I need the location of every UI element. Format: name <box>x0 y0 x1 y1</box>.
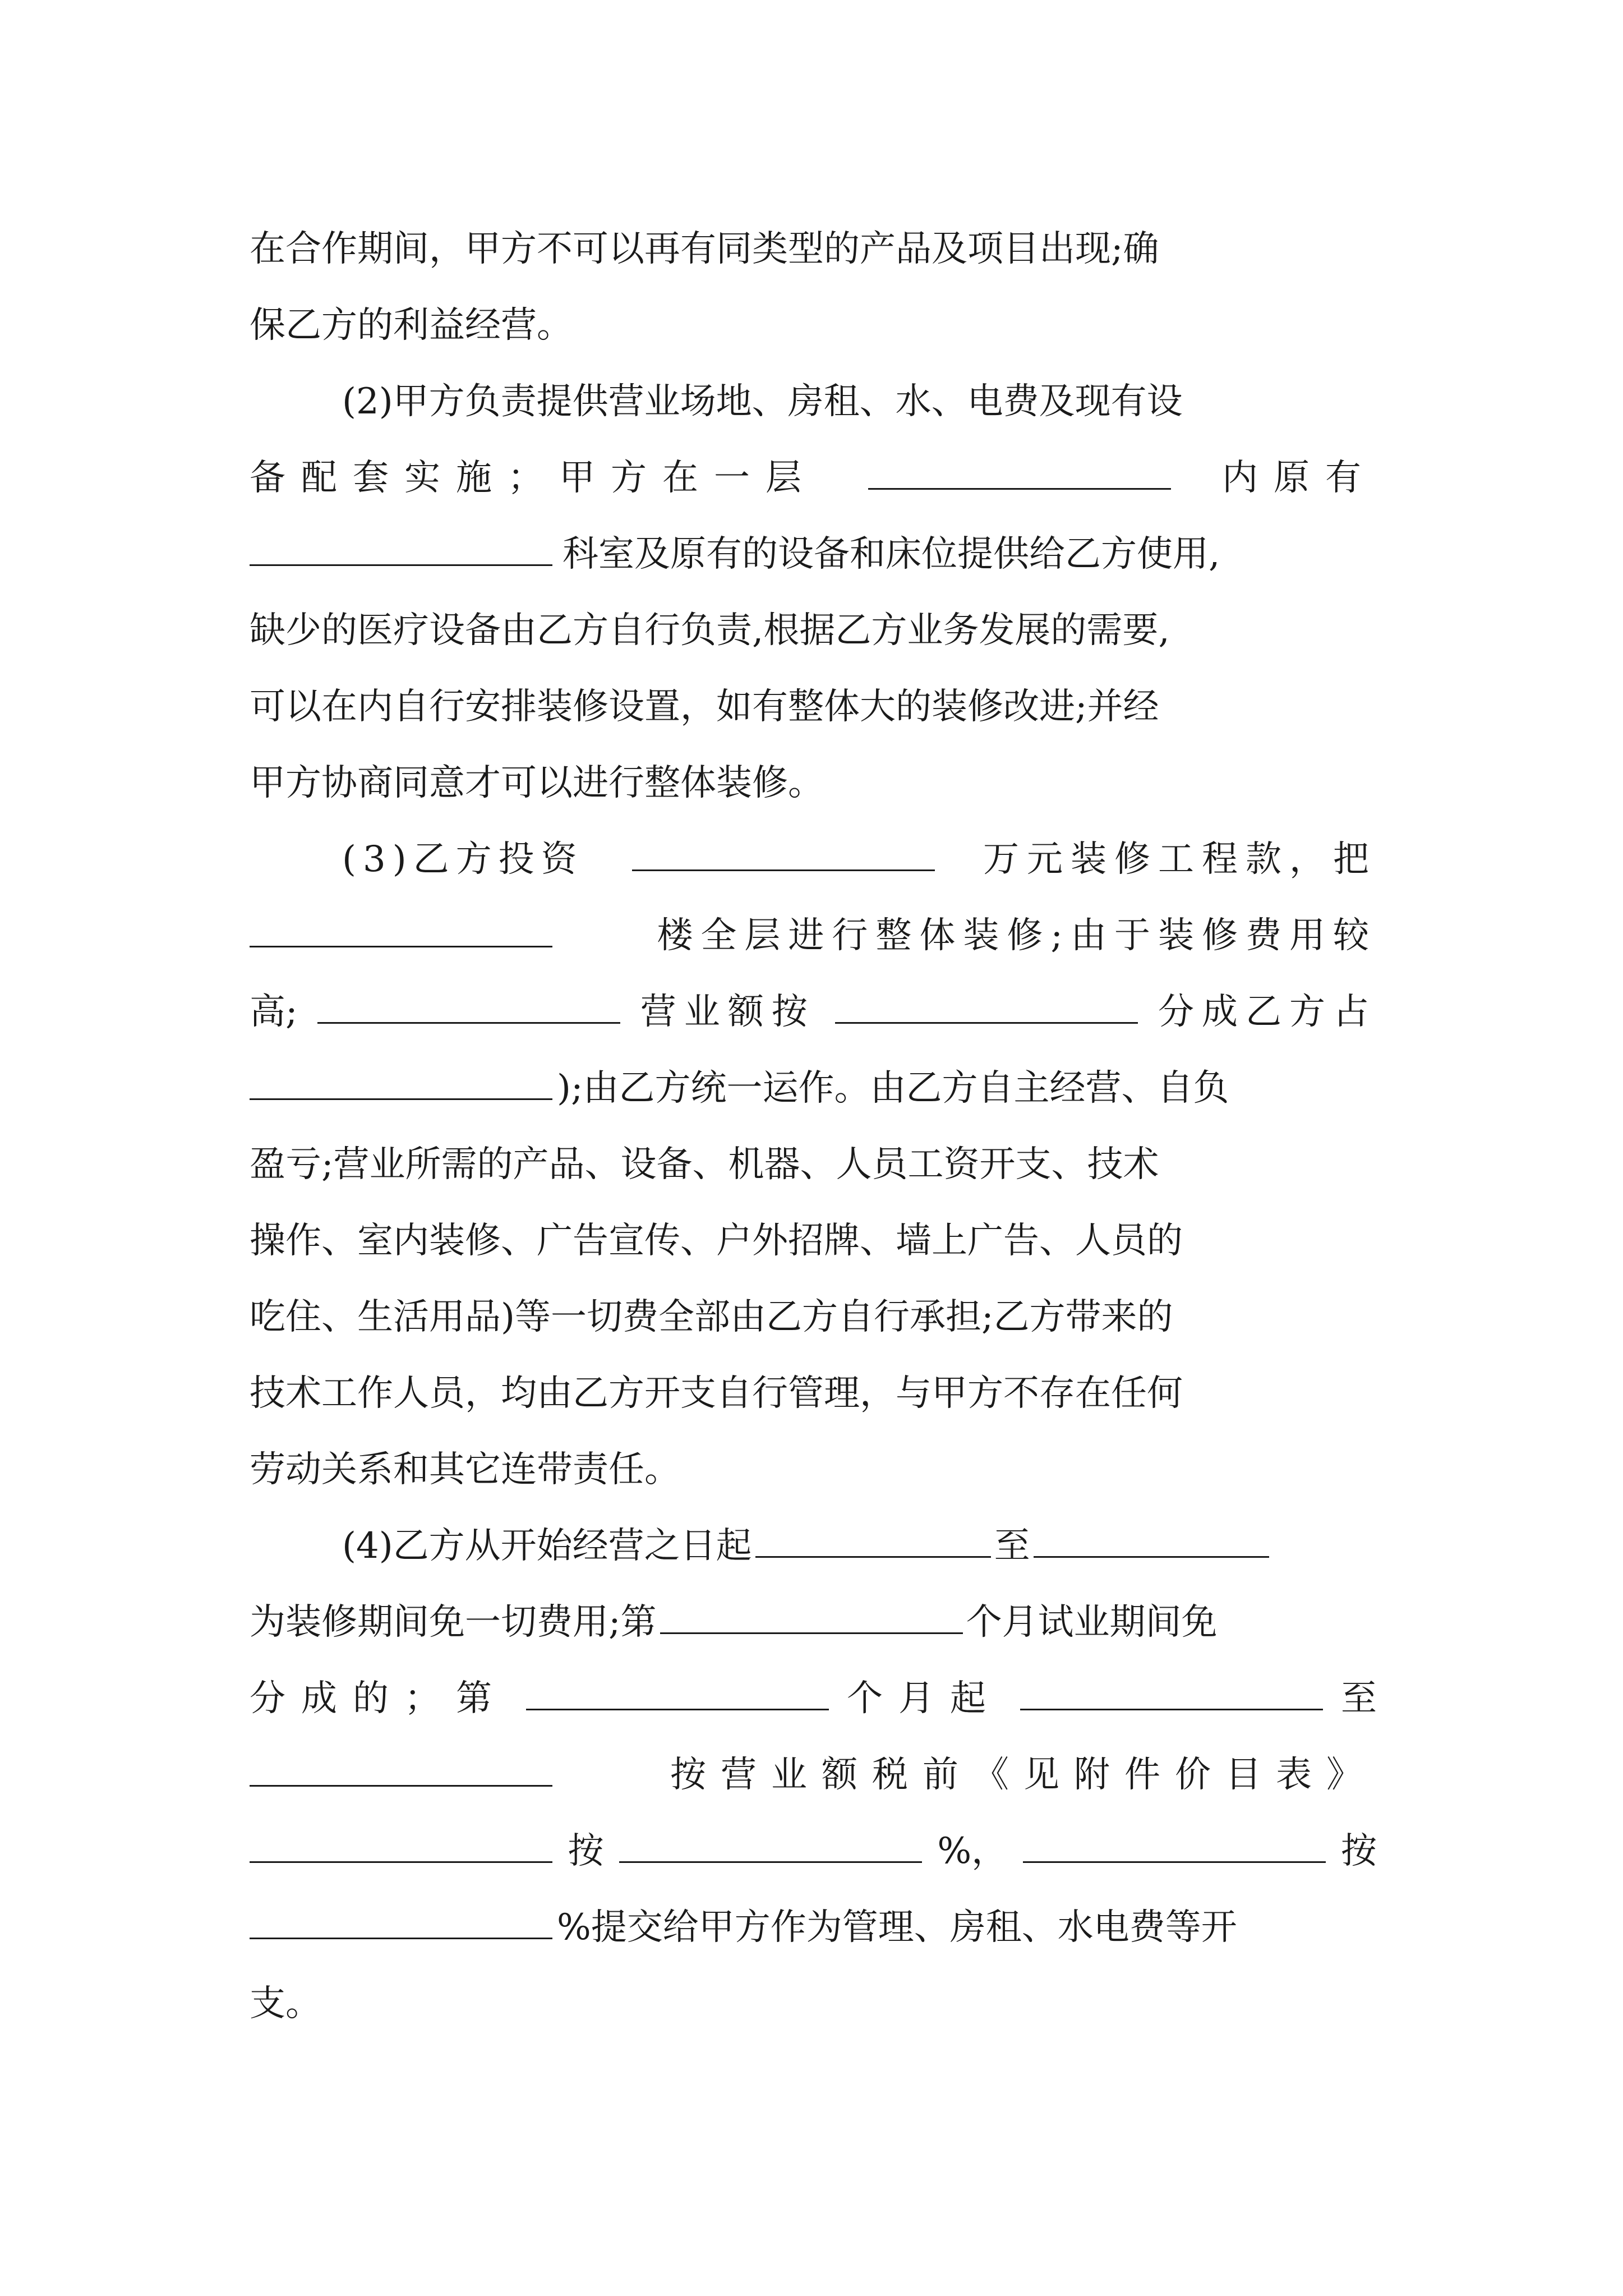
text-line <box>250 669 1377 745</box>
text: 至 <box>994 1525 1030 1567</box>
text: 至 <box>1341 1678 1377 1719</box>
text: (3)乙方投资 <box>342 839 584 880</box>
text: 技术工作人员，均由乙方开支自行管理，与甲方不存在任何 <box>250 1373 1183 1414</box>
fill-in-blank[interactable] <box>619 1828 922 1863</box>
text-line <box>250 1813 1377 1889</box>
text-line <box>250 1432 1377 1508</box>
text: 按 <box>1341 1830 1377 1872</box>
fill-in-blank[interactable] <box>250 531 552 566</box>
text: %， <box>937 1830 1008 1872</box>
text: 个月试业期间免 <box>966 1602 1218 1643</box>
text-line <box>250 516 1377 592</box>
text-line <box>250 1737 1377 1813</box>
text: 操作、室内装修、广告宣传、户外招牌、墙上广告、人员的 <box>250 1220 1183 1262</box>
text: 在合作期间，甲方不可以再有同类型的产品及项目出现;确 <box>250 228 1159 270</box>
text-line <box>250 1508 1377 1584</box>
text-line <box>250 1203 1377 1279</box>
fill-in-blank[interactable] <box>250 1904 552 1939</box>
text: 个月起 <box>847 1678 1002 1719</box>
text-line <box>250 898 1377 974</box>
text: %提交给甲方作为管理、房租、水电费等开 <box>557 1907 1237 1948</box>
text-line <box>250 1279 1377 1355</box>
fill-in-blank[interactable] <box>526 1675 829 1710</box>
text-line <box>250 1355 1377 1432</box>
text: (2)甲方负责提供营业场地、房租、水、电费及现有设 <box>342 381 1183 422</box>
text-line <box>250 1584 1377 1660</box>
fill-in-blank[interactable] <box>868 454 1171 490</box>
text-line <box>250 287 1377 364</box>
text: 缺少的医疗设备由乙方自行负责,根据乙方业务发展的需要, <box>250 610 1170 651</box>
text-line <box>250 821 1377 898</box>
text: 盈亏;营业所需的产品、设备、机器、人员工资开支、技术 <box>250 1144 1159 1185</box>
text-line <box>250 1889 1377 1966</box>
fill-in-blank[interactable] <box>250 1751 552 1787</box>
text: 甲方协商同意才可以进行整体装修。 <box>250 762 824 804</box>
fill-in-blank[interactable] <box>1020 1675 1323 1710</box>
text-line <box>250 745 1377 821</box>
text: 内原有 <box>1222 457 1377 499</box>
text: 分成乙方占 <box>1158 991 1377 1033</box>
fill-in-blank[interactable] <box>632 836 935 871</box>
text: (4)乙方从开始经营之日起 <box>342 1525 752 1567</box>
text: 备配套实施；甲方在一层 <box>250 457 817 499</box>
text-line <box>250 364 1377 440</box>
text: 分成的；第 <box>250 1678 508 1719</box>
contract-body <box>250 211 1377 2042</box>
fill-in-blank[interactable] <box>250 912 552 947</box>
text: 万元装修工程款，把 <box>983 839 1377 880</box>
text-line <box>250 1126 1377 1203</box>
fill-in-blank[interactable] <box>755 1522 991 1558</box>
fill-in-blank[interactable] <box>317 988 620 1024</box>
fill-in-blank[interactable] <box>835 988 1138 1024</box>
text-line <box>250 592 1377 669</box>
text: 按 <box>568 1830 604 1872</box>
text: 按营业额税前《见附件价目表》 <box>670 1754 1377 1796</box>
text: 楼全层进行整体装修;由于装修费用较 <box>657 915 1377 956</box>
text: 营业额按 <box>640 991 815 1033</box>
fill-in-blank[interactable] <box>660 1599 963 1634</box>
text-line <box>250 211 1377 287</box>
text-line <box>250 1050 1377 1126</box>
text: 科室及原有的设备和床位提供给乙方使用, <box>562 533 1220 575</box>
fill-in-blank[interactable] <box>250 1828 552 1863</box>
text: 劳动关系和其它连带责任。 <box>250 1449 680 1490</box>
text: );由乙方统一运作。由乙方自主经营、自负 <box>557 1068 1229 1109</box>
text: 高; <box>250 991 298 1033</box>
text-line <box>250 1966 1377 2042</box>
text: 吃住、生活用品)等一切费全部由乙方自行承担;乙方带来的 <box>250 1296 1173 1338</box>
fill-in-blank[interactable] <box>250 1065 552 1100</box>
fill-in-blank[interactable] <box>1023 1828 1326 1863</box>
text: 支。 <box>250 1983 321 2024</box>
fill-in-blank[interactable] <box>1034 1522 1269 1558</box>
text-line <box>250 440 1377 516</box>
text: 为装修期间免一切费用;第 <box>250 1602 657 1643</box>
text-line <box>250 974 1377 1050</box>
text-line <box>250 1660 1377 1737</box>
text: 可以在内自行安排装修设置，如有整体大的装修改进;并经 <box>250 686 1159 728</box>
text: 保乙方的利益经营。 <box>250 305 573 346</box>
